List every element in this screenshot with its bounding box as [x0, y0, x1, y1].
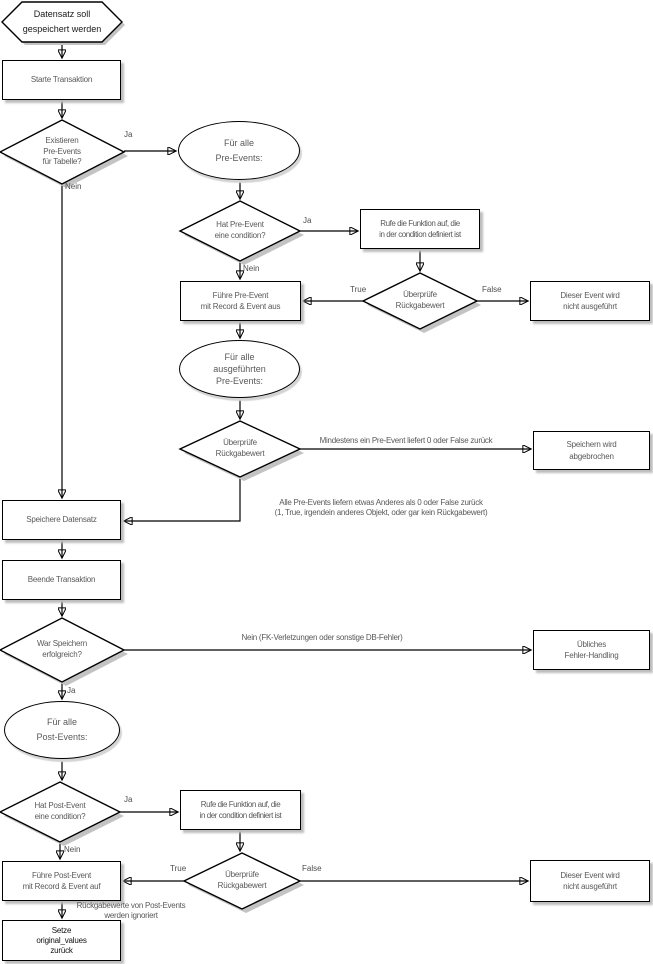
node-text-line: Rückgabewert [217, 881, 267, 890]
node-text-line: in der condition definiert ist [199, 811, 282, 820]
node-text-line: Hat Pre-Event [216, 220, 264, 230]
node-text-line: Für alle [224, 351, 255, 362]
decision-ueberpruefe-rueckgabewert-3 [184, 853, 300, 909]
node-text-line: Führe Post-Event [31, 870, 92, 880]
node-text-line: Überprüfe [223, 438, 257, 448]
node-text-line: nicht ausgeführt [563, 882, 617, 891]
node-text-line: in der condition definiert ist [379, 230, 461, 239]
process-speichern-abgebrochen [533, 431, 650, 470]
node-text-line: mit Record & Event auf [22, 882, 101, 891]
node-text-line: Speichere Datensatz [26, 515, 97, 525]
edge-label-rueckgabewerte-ignoriert: Rückgabewerte von Post-Events werden ignoriert [76, 901, 186, 921]
node-text-line: ausgeführten [213, 363, 266, 374]
decision-existieren-pre-events [0, 120, 124, 184]
node-text-line: Beende Transaktion [27, 575, 96, 585]
node-text-line: Fehler-Handling [564, 651, 619, 660]
node-text-line: Rufe die Funktion auf, die [380, 218, 460, 228]
process-speichere-datensatz [2, 500, 121, 540]
node-text-line: erfolgreich? [42, 650, 82, 659]
node-text-line: Post-Events: [36, 732, 88, 742]
decision-ueberpruefe-rueckgabewert-2 [180, 421, 300, 477]
edge-label-mindestens-false: Mindestens ein Pre-Event liefert 0 oder False zurück [319, 436, 493, 445]
process-event-nicht-ausgefuehrt-1 [530, 281, 650, 321]
edge-label-true: True [170, 864, 187, 873]
edge-label-ja: Ja [67, 686, 76, 695]
edge-label-ja: Ja [124, 130, 133, 139]
edge-label-nein: Nein [65, 182, 82, 191]
process-rufe-funktion-post [180, 790, 301, 830]
node-text-line: Datensatz soll [33, 8, 91, 19]
node-text-line: Überprüfe [225, 870, 259, 880]
edge-label-ja: Ja [124, 795, 133, 804]
node-text-line: Existieren [45, 135, 79, 145]
node-text-line: zurück [50, 945, 73, 955]
node-text-line: Für alle [223, 137, 254, 148]
node-text-line: Führe Pre-Event [212, 290, 269, 300]
edge-label-nein-db-fehler: Nein (FK-Verletzungen oder sonstige DB-Fehler) [241, 633, 403, 642]
node-text-line: original_values [36, 935, 87, 945]
node-text-line: Rufe die Funktion auf, die [200, 799, 281, 809]
terminator-datensatz-speichern [2, 2, 122, 42]
edge-label-true: True [350, 285, 367, 294]
process-event-nicht-ausgefuehrt-2 [530, 860, 650, 902]
loop-fuer-alle-ausgefuehrten-pre-events [179, 340, 300, 398]
node-text-line: War Speichern [36, 639, 87, 649]
node-text-line: abgebrochen [569, 451, 614, 461]
node-text-line: eine condition? [34, 812, 86, 821]
edge-label-alle-pre-events-weiter: Alle Pre-Events liefern etwas Anderes als 0 oder False zurück (1, True, irgendein anderes Objekt, oder gar kein Rückgabewert) [274, 498, 488, 518]
node-text-line: Rückgabewert [395, 301, 445, 310]
node-text-line: Übliches [576, 639, 607, 649]
node-text-line: Pre-Events: [215, 152, 263, 163]
process-starte-transaktion [2, 60, 121, 100]
node-text-line: Pre-Events [43, 146, 81, 156]
decision-hat-pre-event-condition [180, 201, 300, 261]
node-text-line: Rückgabewert [215, 449, 265, 458]
node-text-line: mit Record & Event aus [200, 302, 281, 311]
node-text-line: Dieser Event wird [560, 870, 620, 880]
node-text-line: eine condition? [214, 231, 266, 240]
node-text-line: Speichern wird [566, 440, 617, 450]
node-text-line: Setze [51, 925, 72, 935]
process-fuehre-pre-event [180, 281, 301, 321]
process-uebliches-fehler-handling [533, 630, 650, 670]
edge-label-nein: Nein [64, 845, 81, 854]
loop-fuer-alle-pre-events [178, 121, 300, 180]
loop-fuer-alle-post-events [4, 701, 120, 759]
decision-hat-post-event-condition [0, 782, 120, 842]
decision-ueberpruefe-rueckgabewert-1 [363, 273, 477, 329]
edge-label-false: False [302, 864, 322, 873]
node-text-line: Hat Post-Event [34, 801, 86, 811]
process-beende-transaktion [2, 560, 121, 600]
node-text-line: Starte Transaktion [30, 75, 93, 85]
decision-war-speichern-erfolgreich [0, 618, 124, 682]
node-text-line: gespeichert werden [22, 24, 102, 34]
process-rufe-funktion-pre [360, 209, 480, 249]
node-text-line: Dieser Event wird [560, 290, 620, 300]
node-text-line: für Tabelle? [42, 157, 82, 167]
edge-label-false: False [482, 285, 502, 294]
connector-check2-weiter [125, 477, 240, 521]
edge-label-nein: Nein [243, 264, 260, 273]
node-text-line: Für alle [46, 717, 77, 728]
process-setze-original-values [2, 920, 121, 961]
edge-label-ja: Ja [303, 216, 312, 225]
node-text-line: Pre-Events: [215, 376, 264, 387]
node-text-line: Überprüfe [403, 290, 437, 300]
process-fuehre-post-event [2, 861, 121, 901]
node-text-line: nicht ausgeführt [563, 302, 617, 311]
